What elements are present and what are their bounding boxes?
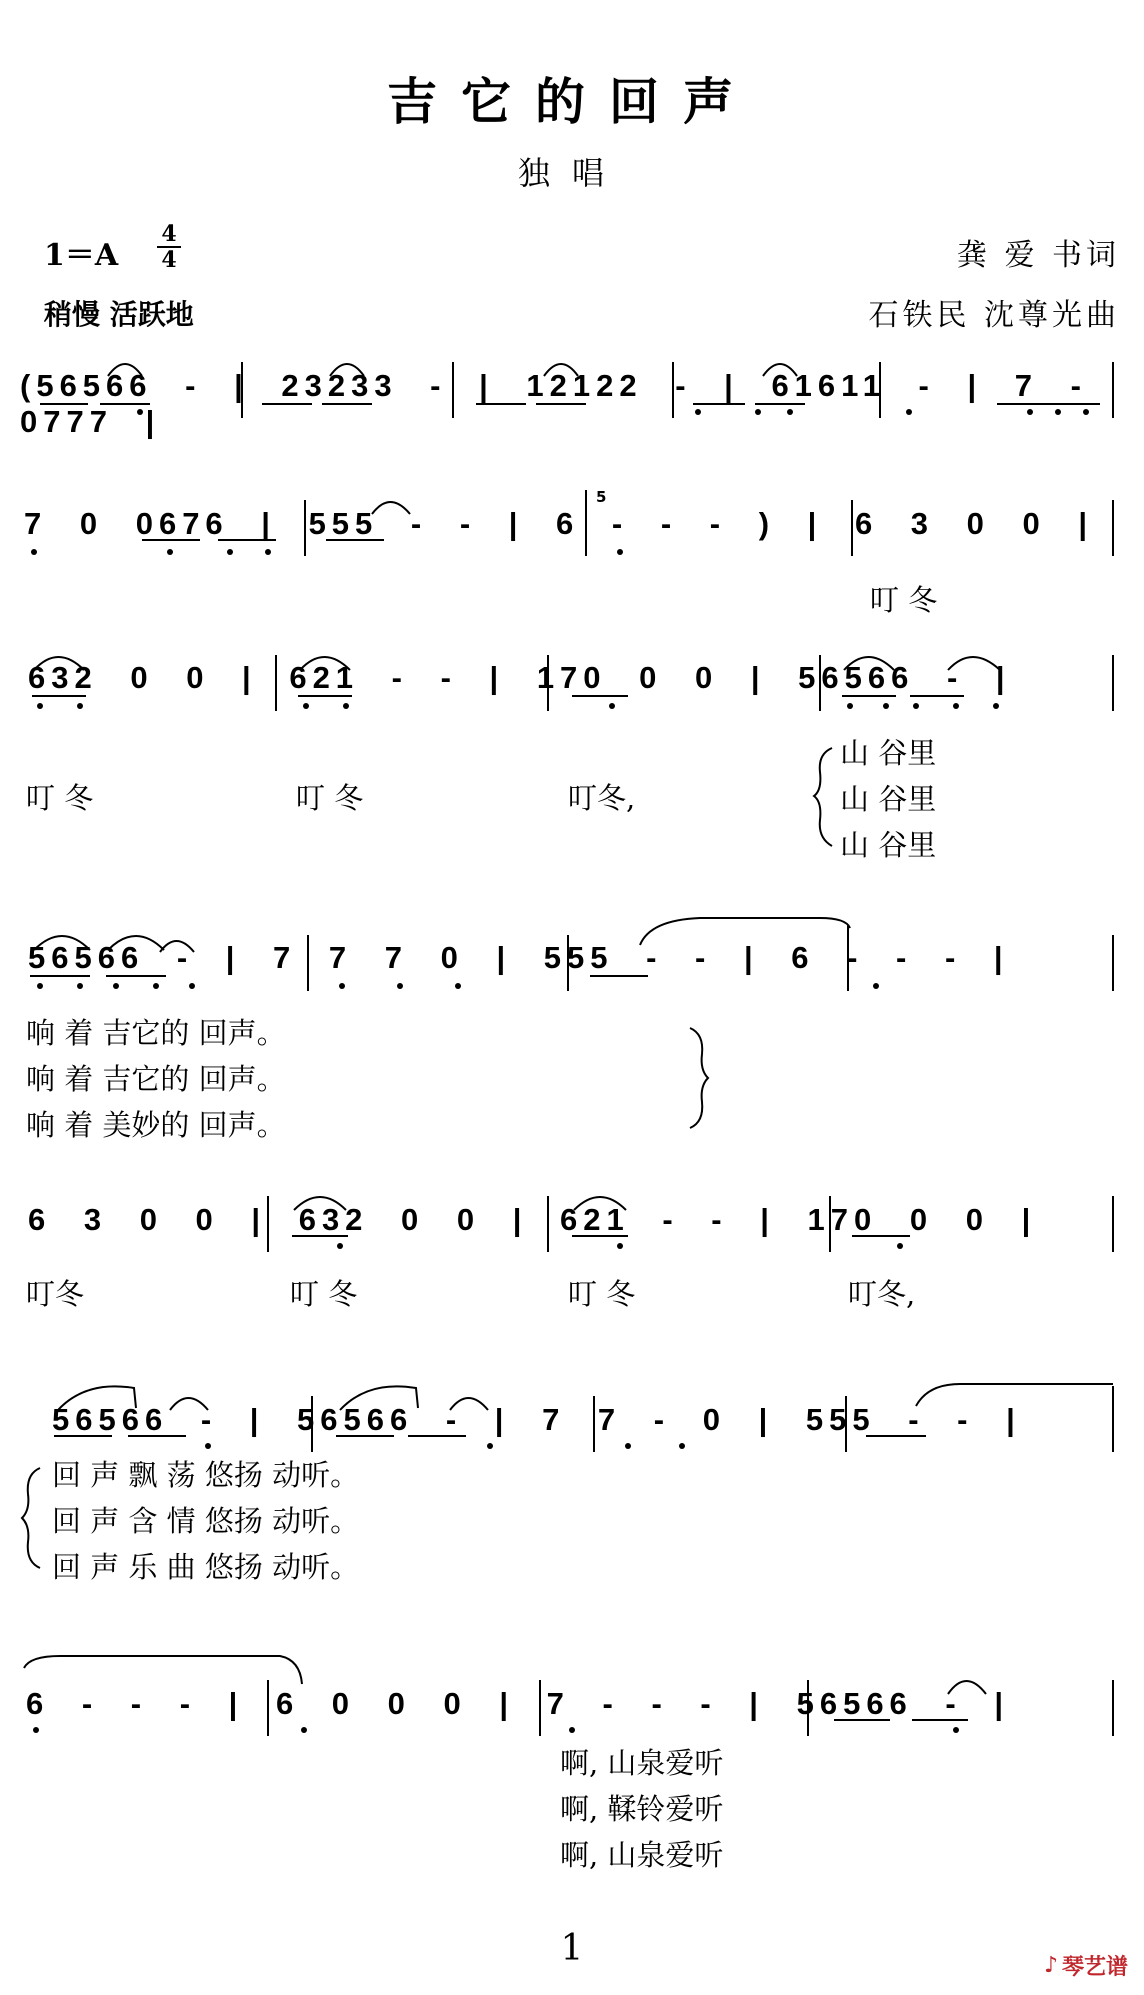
system-7-notes: 6 - - - | 6 0 0 0 | 7 - - - | 56566 - | (26, 1686, 1010, 1721)
watermark-text: 琴艺谱 (1061, 1955, 1128, 1980)
composer-credit: 石铁民 沈尊光曲 (868, 298, 1120, 333)
song-subtitle: 独唱 (517, 154, 626, 192)
system-5-lyric-3: 叮 冬 (568, 1277, 636, 1311)
system-4-verse-3: 响 着 美妙的 回声。 (26, 1108, 286, 1142)
system-2-grace-note: 5 (596, 488, 607, 506)
system-4-verse-2: 响 着 吉它的 回声。 (26, 1062, 286, 1096)
system-5-lyric-2: 叮 冬 (290, 1277, 358, 1311)
system-5-lyric-1: 叮冬 (26, 1277, 85, 1311)
time-signature-bottom: 4 (161, 247, 177, 273)
system-3-lyric-1: 叮 冬 (26, 781, 94, 815)
system-6-notes: 56566 - | 56566 - | 7 7 - 0 | 555 - - | (52, 1402, 1021, 1437)
music-note-icon: ♪ (1043, 1953, 1058, 1978)
system-2-notes: 7 0 0676 | 555 - - | 6 - - - ) | 6 3 0 0 | (24, 506, 1094, 541)
system-3-lyric-verses (840, 730, 936, 868)
system-5-notes: 6 3 0 0 | 632 0 0 | 621 - - | 170 0 0 | (28, 1202, 1037, 1237)
system-4-dots (37, 983, 879, 989)
system-4-notes: 56566 - | 7 7 7 0 | 555 - - | 6 - - - | (28, 940, 1009, 975)
system-3-lyric-3: 叮冬, (568, 781, 636, 815)
system-3-verse-1: 山 谷里 (840, 736, 937, 770)
system-4-verse-1: 响 着 吉它的 回声。 (26, 1016, 286, 1050)
system-3-lyric-2: 叮 冬 (296, 781, 364, 815)
system-7-lyric-verses (560, 1740, 723, 1878)
system-3-dots (37, 703, 999, 709)
system-3-verse-2: 山 谷里 (840, 782, 937, 816)
system-5-dots (337, 1243, 903, 1249)
system-6-verse-2: 回 声 含 情 悠扬 动听。 (52, 1504, 360, 1538)
system-2-dots (31, 549, 623, 555)
system-4-brace (690, 1028, 708, 1128)
key-signature: 1＝A (44, 238, 119, 273)
watermark (1044, 1950, 1128, 1981)
system-7-verse-1: 啊, 山泉爱听 (560, 1746, 724, 1780)
page-number: 1 (560, 1928, 584, 1969)
system-6-lyric-verses (52, 1452, 359, 1590)
system-3-brace (814, 748, 832, 846)
system-4-lyric-verses (26, 1010, 286, 1148)
system-7-verse-2: 啊, 鞣铃爱听 (560, 1792, 724, 1826)
system-6-verse-1: 回 声 飘 荡 悠扬 动听。 (52, 1458, 360, 1492)
system-7-dots (33, 1727, 959, 1733)
system-3-notes: 632 0 0 | 621 - - | 170 0 0 | 56566 - | (28, 660, 1011, 695)
system-6-verse-3: 回 声 乐 曲 悠扬 动听。 (52, 1550, 360, 1584)
system-1-notes: (56566 - | 23233 - | 12122 - | 61611 - | 7 - 0777 | (20, 368, 1087, 439)
system-6-brace (22, 1468, 40, 1568)
time-signature-top: 4 (161, 221, 177, 247)
lyricist-credit: 龚 爱 书词 (956, 238, 1120, 273)
system-6-dots (205, 1443, 685, 1449)
tempo-marking: 稍慢 活跃地 (44, 298, 194, 331)
system-7-verse-3: 啊, 山泉爱听 (560, 1838, 724, 1872)
system-3-verse-3: 山 谷里 (840, 828, 937, 862)
system-2-lyric: 叮 冬 (870, 583, 938, 617)
system-5-lyric-4: 叮冬, (848, 1277, 916, 1311)
song-title: 吉它的回声 (387, 72, 757, 131)
